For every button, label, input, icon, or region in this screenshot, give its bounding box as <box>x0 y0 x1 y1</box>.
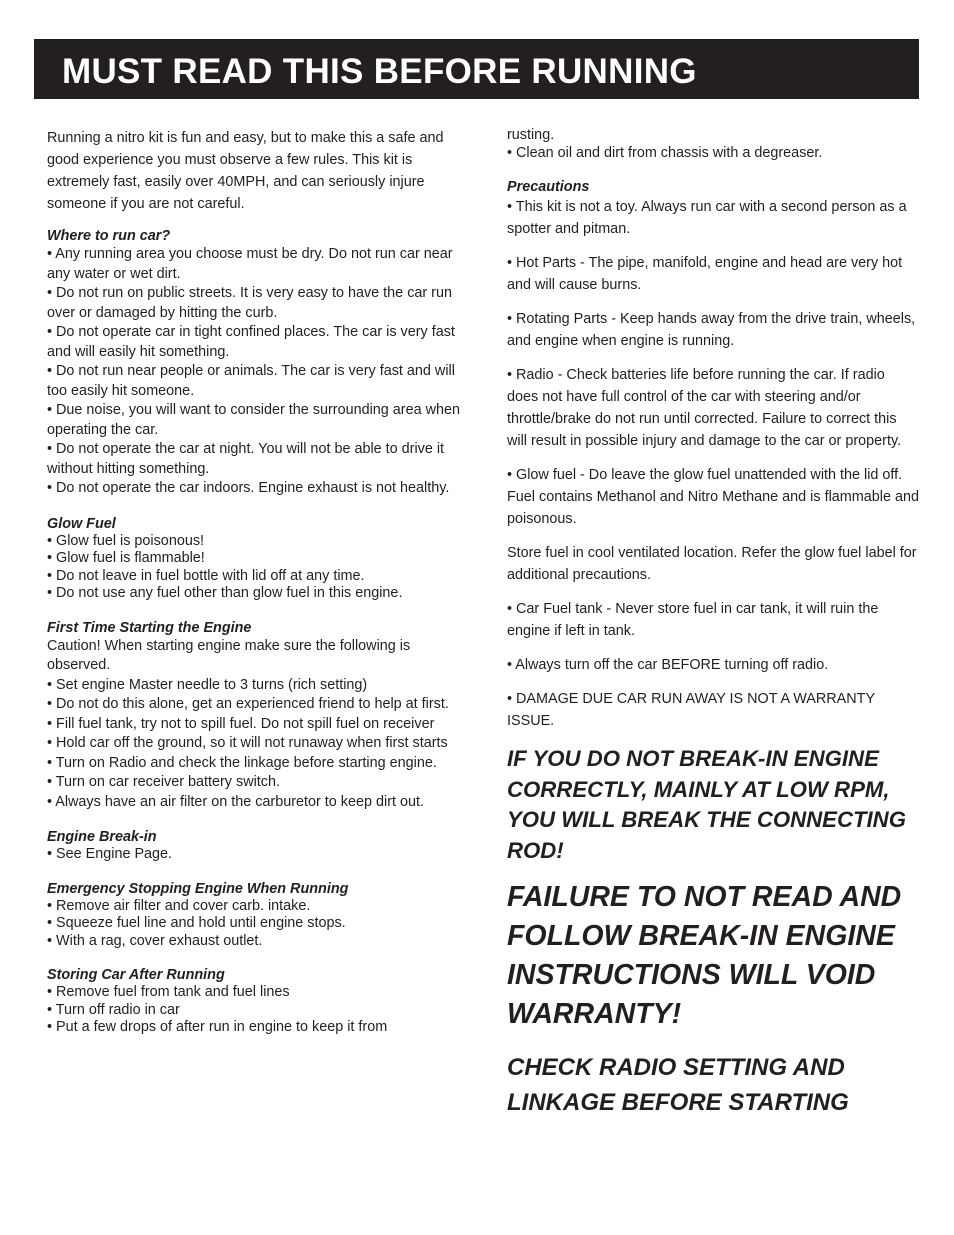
storing-car-section <box>47 967 462 1037</box>
section-title: Engine Break-in <box>47 829 157 845</box>
list-item: • Any running area you choose must be dry. Do not run car near any water or wet dirt. <box>47 246 453 282</box>
precaution-paragraph: • Glow fuel - Do leave the glow fuel unattended with the lid off. Fuel contains Methanol and Nitro Methane and is flammable and poisonous. <box>507 467 919 527</box>
where-to-run-section <box>47 228 462 499</box>
list-item: • With a rag, cover exhaust outlet. <box>47 932 263 949</box>
list-item: • Due noise, you will want to consider the surrounding area when operating the car. <box>47 402 461 438</box>
list-item: • Always have an air filter on the carburetor to keep dirt out. <box>47 793 424 810</box>
list-item: • See Engine Page. <box>47 846 173 862</box>
section-title: Precautions <box>507 179 590 195</box>
list-item: • Glow fuel is flammable! <box>47 550 205 566</box>
list-item: • Turn off radio in car <box>47 1001 180 1018</box>
precaution-item: • This kit is not a toy. Always run car with a second person as a spotter and pitman. <box>507 199 907 237</box>
precaution-paragraph: • Hot Parts - The pipe, manifold, engine and head are very hot and will cause burns. <box>507 255 903 293</box>
list-item: • Do not do this alone, get an experienced friend to help at first. <box>47 696 449 712</box>
list-item: rusting. <box>507 127 555 143</box>
section-title: Storing Car After Running <box>47 967 225 983</box>
precaution-paragraph: • Car Fuel tank - Never store fuel in car tank, it will ruin the engine if left in tank. <box>507 601 879 639</box>
glow-fuel-section <box>47 516 462 603</box>
section-title: Where to run car? <box>47 228 171 244</box>
section-title: First Time Starting the Engine <box>47 619 252 636</box>
list-item: • Hold car off the ground, so it will not runaway when first starts <box>47 735 448 751</box>
list-item: • Set engine Master needle to 3 turns (rich setting) <box>47 676 368 693</box>
engine-breakin-section <box>47 829 462 864</box>
storing-continued <box>507 127 919 162</box>
break-in-warning: IF YOU DO NOT BREAK-IN ENGINE CORRECTLY, MAINLY AT LOW RPM, YOU WILL BREAK THE CONNECTING ROD! <box>507 746 906 863</box>
list-item: • Do not operate the car indoors. Engine exhaust is not healthy. <box>47 480 450 496</box>
right-column <box>507 127 919 1120</box>
list-item: • Glow fuel is poisonous! <box>47 532 205 549</box>
page-title: MUST READ THIS BEFORE RUNNING <box>62 52 697 91</box>
list-item: • Do not leave in fuel bottle with lid off at any time. <box>47 567 365 584</box>
list-item: • Do not use any fuel other than glow fuel in this engine. <box>47 585 403 601</box>
list-item: • Remove fuel from tank and fuel lines <box>47 984 290 1000</box>
list-item: • Do not run on public streets. It is very easy to have the car run over or damaged by hitting the curb. <box>47 285 452 321</box>
intro-paragraph: Running a nitro kit is fun and easy, but to make this a safe and good experience you must observe a few rules. This kit is extremely fast, easily over 40MPH, and can seriously injure someone if you are not careful. <box>47 130 444 212</box>
list-item: • Do not run near people or animals. The car is very fast and will too easily hit someone. <box>47 363 455 399</box>
precautions-block <box>507 179 919 240</box>
precaution-paragraph: • DAMAGE DUE CAR RUN AWAY IS NOT A WARRANTY ISSUE. <box>507 691 875 729</box>
header-banner <box>34 39 919 99</box>
precaution-paragraph: • Radio - Check batteries life before running the car. If radio does not have full control of the car with steering and/or throttle/brake do not run until corrected. Failure to correct this will result in possible injury and damage to the car or property. <box>507 367 902 449</box>
emergency-stop-section <box>47 881 462 951</box>
precaution-paragraph: • Rotating Parts - Keep hands away from the drive train, wheels, and engine when engine is running. <box>507 311 916 349</box>
precaution-paragraph: Store fuel in cool ventilated location. Refer the glow fuel label for additional precautions. <box>507 545 917 583</box>
warranty-warning: FAILURE TO NOT READ AND FOLLOW BREAK-IN ENGINE INSTRUCTIONS WILL VOID WARRANTY! <box>507 881 902 1030</box>
list-item: • Squeeze fuel line and hold until engine stops. <box>47 915 346 931</box>
first-start-section <box>47 620 462 813</box>
list-item: • Do not operate car in tight confined places. The car is very fast and will easily hit something. <box>47 324 455 360</box>
list-item: • Do not operate the car at night. You will not be able to drive it without hitting something. <box>47 441 445 477</box>
list-item: • Fill fuel tank, try not to spill fuel. Do not spill fuel on receiver <box>47 715 435 732</box>
list-item: Caution! When starting engine make sure the following is observed. <box>47 637 411 673</box>
left-column <box>47 127 462 1054</box>
section-title: Glow Fuel <box>47 515 116 532</box>
section-title: Emergency Stopping Engine When Running <box>47 880 349 897</box>
list-item: • Turn on car receiver battery switch. <box>47 774 280 790</box>
precaution-paragraph: • Always turn off the car BEFORE turning off radio. <box>507 657 829 673</box>
list-item: • Turn on Radio and check the linkage before starting engine. <box>47 754 437 771</box>
radio-check-warning: CHECK RADIO SETTING AND LINKAGE BEFORE STARTING <box>507 1054 849 1116</box>
list-item: • Remove air filter and cover carb. intake. <box>47 897 311 914</box>
list-item: • Put a few drops of after run in engine to keep it from <box>47 1019 388 1035</box>
list-item: • Clean oil and dirt from chassis with a degreaser. <box>507 144 823 161</box>
